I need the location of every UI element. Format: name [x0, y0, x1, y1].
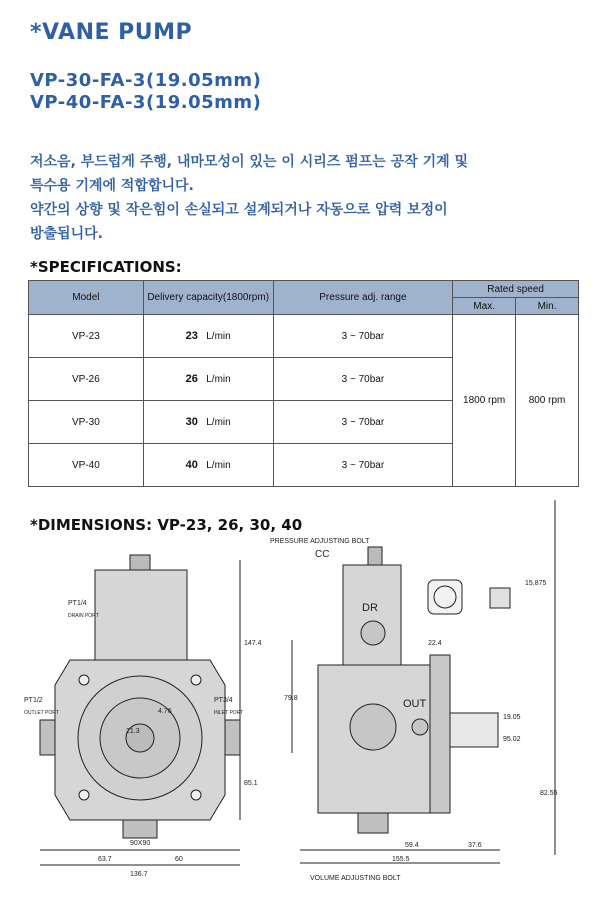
pressure-bolt-label: PRESSURE ADJUSTING BOLT — [270, 538, 370, 545]
capacity-value: 23 — [185, 330, 198, 342]
inlet-boss — [225, 720, 240, 755]
cell-model: VP-23 — [29, 315, 144, 358]
capacity-unit: L/min — [206, 417, 231, 428]
cell-pressure: 3 ~ 70bar — [273, 401, 453, 444]
specifications-heading: *SPECIFICATIONS: — [30, 258, 182, 276]
side-top-bolt — [368, 547, 382, 565]
side-port-small — [412, 719, 428, 735]
page-title: *VANE PUMP — [30, 20, 193, 45]
cell-model: VP-30 — [29, 401, 144, 444]
mount-hole — [191, 790, 201, 800]
mount-hole — [79, 790, 89, 800]
outlet-pt-label: PT1/2 — [24, 697, 43, 704]
dim-1367: 136.7 — [130, 871, 148, 878]
key-detail — [490, 588, 510, 608]
inlet-port-label: INLET PORT — [214, 710, 244, 716]
capacity-value: 30 — [185, 416, 198, 428]
header-pressure: Pressure adj. range — [273, 281, 453, 315]
dim-213: 21.3 — [126, 728, 140, 735]
cell-pressure: 3 ~ 70bar — [273, 444, 453, 487]
cell-capacity — [143, 358, 273, 401]
dim-9502: 95.02 — [503, 736, 521, 743]
dr-label: DR — [362, 602, 378, 614]
header-rated-speed: Rated speed — [453, 281, 579, 298]
product-description — [30, 150, 575, 246]
capacity-unit: L/min — [206, 331, 231, 342]
header-model: Model — [29, 281, 144, 315]
description-line: 약간의 상향 및 작은힘이 손실되고 설계되거나 자동으로 압력 보정이 — [30, 202, 448, 218]
cell-capacity — [143, 444, 273, 487]
spline-detail — [428, 580, 462, 614]
cell-min-speed: 800 rpm — [516, 315, 579, 487]
inlet-pt-label: PT3/4 — [214, 697, 233, 704]
capacity-value: 40 — [185, 459, 198, 471]
description-line: 저소음, 부드럽게 주행, 내마모성이 있는 이 시리즈 펌프는 공작 기계 및 — [30, 154, 469, 170]
out-label: OUT — [403, 698, 427, 710]
side-view — [292, 500, 555, 863]
mount-hole — [79, 675, 89, 685]
capacity-value: 26 — [185, 373, 198, 385]
side-shaft — [450, 713, 498, 747]
dim-1555: 155.5 — [392, 856, 410, 863]
front-top-body — [95, 570, 187, 660]
table-row — [29, 315, 579, 358]
mount-hole — [191, 675, 201, 685]
outlet-port-label: OUTLET PORT — [24, 710, 59, 716]
cc-label: CC — [315, 549, 330, 560]
dim-476: 4.76 — [158, 708, 172, 715]
dim-224: 22.4 — [428, 640, 442, 647]
header-max: Max. — [453, 298, 516, 315]
side-top-body — [343, 565, 401, 665]
dim-798: 79.8 — [284, 695, 298, 702]
dim-594: 59.4 — [405, 842, 419, 849]
dim-8255: 82.55 — [540, 790, 558, 797]
side-flange — [430, 655, 450, 813]
cell-model: VP-26 — [29, 358, 144, 401]
side-bottom-bolt — [358, 813, 388, 833]
model-name-2: VP-40-FA-3(19.05mm) — [30, 92, 262, 113]
header-min: Min. — [516, 298, 579, 315]
front-bottom-bolt — [123, 820, 157, 838]
dim-15875: 15.875 — [525, 580, 547, 587]
description-line: 특수용 기계에 적합합니다. — [30, 178, 194, 194]
cell-pressure: 3 ~ 70bar — [273, 358, 453, 401]
dim-9090: 90X90 — [130, 840, 151, 847]
cell-capacity — [143, 315, 273, 358]
capacity-unit: L/min — [206, 460, 231, 471]
outlet-boss — [40, 720, 55, 755]
dr-port — [361, 621, 385, 645]
capacity-unit: L/min — [206, 374, 231, 385]
dimensions-heading: *DIMENSIONS: VP-23, 26, 30, 40 — [30, 516, 303, 534]
out-port — [350, 704, 396, 750]
dim-851: 85.1 — [244, 780, 258, 787]
specifications-table — [28, 280, 579, 487]
cell-model: VP-40 — [29, 444, 144, 487]
dim-376: 37.6 — [468, 842, 482, 849]
cell-pressure: 3 ~ 70bar — [273, 315, 453, 358]
volume-bolt-label: VOLUME ADJUSTING BOLT — [310, 875, 401, 882]
dim-60: 60 — [175, 856, 183, 863]
description-line: 방출됩니다. — [30, 226, 103, 242]
drain-pt-label: PT1/4 — [68, 600, 87, 607]
cell-max-speed: 1800 rpm — [453, 315, 516, 487]
dim-1474: 147.4 — [244, 640, 262, 647]
dim-1905: 19.05 — [503, 714, 521, 721]
dimension-drawing — [0, 495, 600, 900]
header-delivery: Delivery capacity(1800rpm) — [143, 281, 273, 315]
model-name-1: VP-30-FA-3(19.05mm) — [30, 70, 262, 91]
cell-capacity — [143, 401, 273, 444]
dim-637: 63.7 — [98, 856, 112, 863]
drain-port-label: DRAIN PORT — [68, 613, 99, 619]
